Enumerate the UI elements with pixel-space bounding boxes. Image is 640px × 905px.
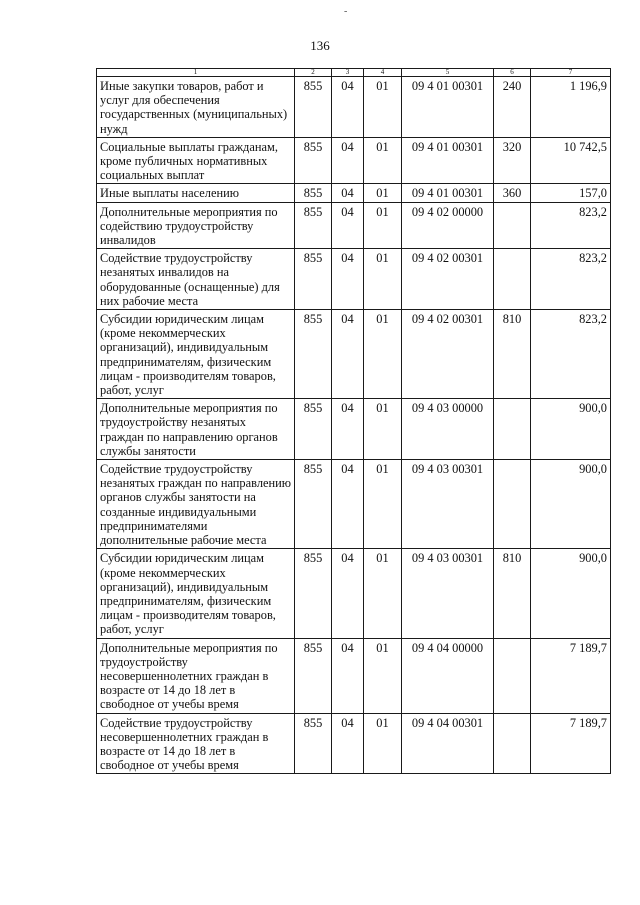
table-row	[97, 310, 611, 399]
subsection-cell: 01	[364, 184, 402, 202]
table-row	[97, 638, 611, 713]
expense-type-cell	[494, 460, 531, 549]
amount-cell: 10 742,5	[531, 137, 611, 184]
target-article-cell: 09 4 02 00000	[402, 202, 494, 249]
amount-cell: 900,0	[531, 549, 611, 638]
section-cell: 04	[332, 460, 364, 549]
target-article-cell: 09 4 01 00301	[402, 137, 494, 184]
row-name-cell: Содействие трудоустройству незанятых граждан по направлению органов службы занятости на созданные индивидуальными предпринимателями дополнительные рабочие места	[97, 460, 295, 549]
table-body	[97, 77, 611, 774]
row-name-cell: Содействие трудоустройству несовершеннолетних граждан в возрасте от 14 до 18 лет в свободное от учебы время	[97, 713, 295, 774]
subsection-cell: 01	[364, 137, 402, 184]
grbs-cell: 855	[295, 137, 332, 184]
subsection-cell: 01	[364, 202, 402, 249]
expense-type-cell: 240	[494, 77, 531, 138]
column-header: 4	[364, 69, 402, 77]
table-row	[97, 202, 611, 249]
grbs-cell: 855	[295, 202, 332, 249]
section-cell: 04	[332, 184, 364, 202]
expense-type-cell	[494, 399, 531, 460]
amount-cell: 823,2	[531, 310, 611, 399]
amount-cell: 1 196,9	[531, 77, 611, 138]
section-cell: 04	[332, 249, 364, 310]
subsection-cell: 01	[364, 399, 402, 460]
section-cell: 04	[332, 399, 364, 460]
grbs-cell: 855	[295, 460, 332, 549]
expense-type-cell	[494, 202, 531, 249]
table-row	[97, 77, 611, 138]
subsection-cell: 01	[364, 460, 402, 549]
page-number: 136	[310, 38, 330, 53]
section-cell: 04	[332, 202, 364, 249]
grbs-cell: 855	[295, 249, 332, 310]
target-article-cell: 09 4 03 00000	[402, 399, 494, 460]
amount-cell: 157,0	[531, 184, 611, 202]
top-mark: -	[344, 6, 348, 17]
budget-table	[96, 68, 611, 774]
section-cell: 04	[332, 713, 364, 774]
table-row	[97, 460, 611, 549]
expense-type-cell	[494, 713, 531, 774]
section-cell: 04	[332, 137, 364, 184]
section-cell: 04	[332, 549, 364, 638]
column-header: 7	[531, 69, 611, 77]
target-article-cell: 09 4 01 00301	[402, 77, 494, 138]
amount-cell: 823,2	[531, 249, 611, 310]
table-row	[97, 137, 611, 184]
table-row	[97, 549, 611, 638]
column-header: 3	[332, 69, 364, 77]
section-cell: 04	[332, 638, 364, 713]
table-row	[97, 713, 611, 774]
subsection-cell: 01	[364, 549, 402, 638]
expense-type-cell: 360	[494, 184, 531, 202]
grbs-cell: 855	[295, 713, 332, 774]
grbs-cell: 855	[295, 399, 332, 460]
column-header: 6	[494, 69, 531, 77]
grbs-cell: 855	[295, 310, 332, 399]
expense-type-cell: 810	[494, 310, 531, 399]
row-name-cell: Иные выплаты населению	[97, 184, 295, 202]
subsection-cell: 01	[364, 310, 402, 399]
subsection-cell: 01	[364, 77, 402, 138]
expense-type-cell: 320	[494, 137, 531, 184]
target-article-cell: 09 4 02 00301	[402, 310, 494, 399]
row-name-cell: Иные закупки товаров, работ и услуг для обеспечения государственных (муниципальных) нужд	[97, 77, 295, 138]
expense-type-cell	[494, 638, 531, 713]
target-article-cell: 09 4 03 00301	[402, 549, 494, 638]
target-article-cell: 09 4 02 00301	[402, 249, 494, 310]
row-name-cell: Субсидии юридическим лицам (кроме некоммерческих организаций), индивидуальным предпринимателям, физическим лицам - производителям товаров, работ, услуг	[97, 549, 295, 638]
row-name-cell: Социальные выплаты гражданам, кроме публичных нормативных социальных выплат	[97, 137, 295, 184]
amount-cell: 823,2	[531, 202, 611, 249]
subsection-cell: 01	[364, 249, 402, 310]
expense-type-cell: 810	[494, 549, 531, 638]
amount-cell: 900,0	[531, 460, 611, 549]
row-name-cell: Дополнительные мероприятия по содействию трудоустройству инвалидов	[97, 202, 295, 249]
amount-cell: 900,0	[531, 399, 611, 460]
row-name-cell: Субсидии юридическим лицам (кроме некоммерческих организаций), индивидуальным предпринимателям, физическим лицам - производителям товаров, работ, услуг	[97, 310, 295, 399]
table-row	[97, 399, 611, 460]
target-article-cell: 09 4 01 00301	[402, 184, 494, 202]
amount-cell: 7 189,7	[531, 713, 611, 774]
target-article-cell: 09 4 03 00301	[402, 460, 494, 549]
subsection-cell: 01	[364, 713, 402, 774]
target-article-cell: 09 4 04 00301	[402, 713, 494, 774]
target-article-cell: 09 4 04 00000	[402, 638, 494, 713]
table-row	[97, 184, 611, 202]
grbs-cell: 855	[295, 638, 332, 713]
subsection-cell: 01	[364, 638, 402, 713]
row-name-cell: Дополнительные мероприятия по трудоустройству незанятых граждан по направлению органов службы занятости	[97, 399, 295, 460]
column-header: 1	[97, 69, 295, 77]
grbs-cell: 855	[295, 184, 332, 202]
expense-type-cell	[494, 249, 531, 310]
section-cell: 04	[332, 310, 364, 399]
table-row	[97, 249, 611, 310]
column-header: 2	[295, 69, 332, 77]
row-name-cell: Содействие трудоустройству незанятых инвалидов на оборудованные (оснащенные) для них рабочие места	[97, 249, 295, 310]
section-cell: 04	[332, 77, 364, 138]
column-header: 5	[402, 69, 494, 77]
row-name-cell: Дополнительные мероприятия по трудоустройству несовершеннолетних граждан в возрасте от 14 до 18 лет в свободное от учебы время	[97, 638, 295, 713]
grbs-cell: 855	[295, 549, 332, 638]
grbs-cell: 855	[295, 77, 332, 138]
column-number-row	[97, 69, 611, 77]
amount-cell: 7 189,7	[531, 638, 611, 713]
